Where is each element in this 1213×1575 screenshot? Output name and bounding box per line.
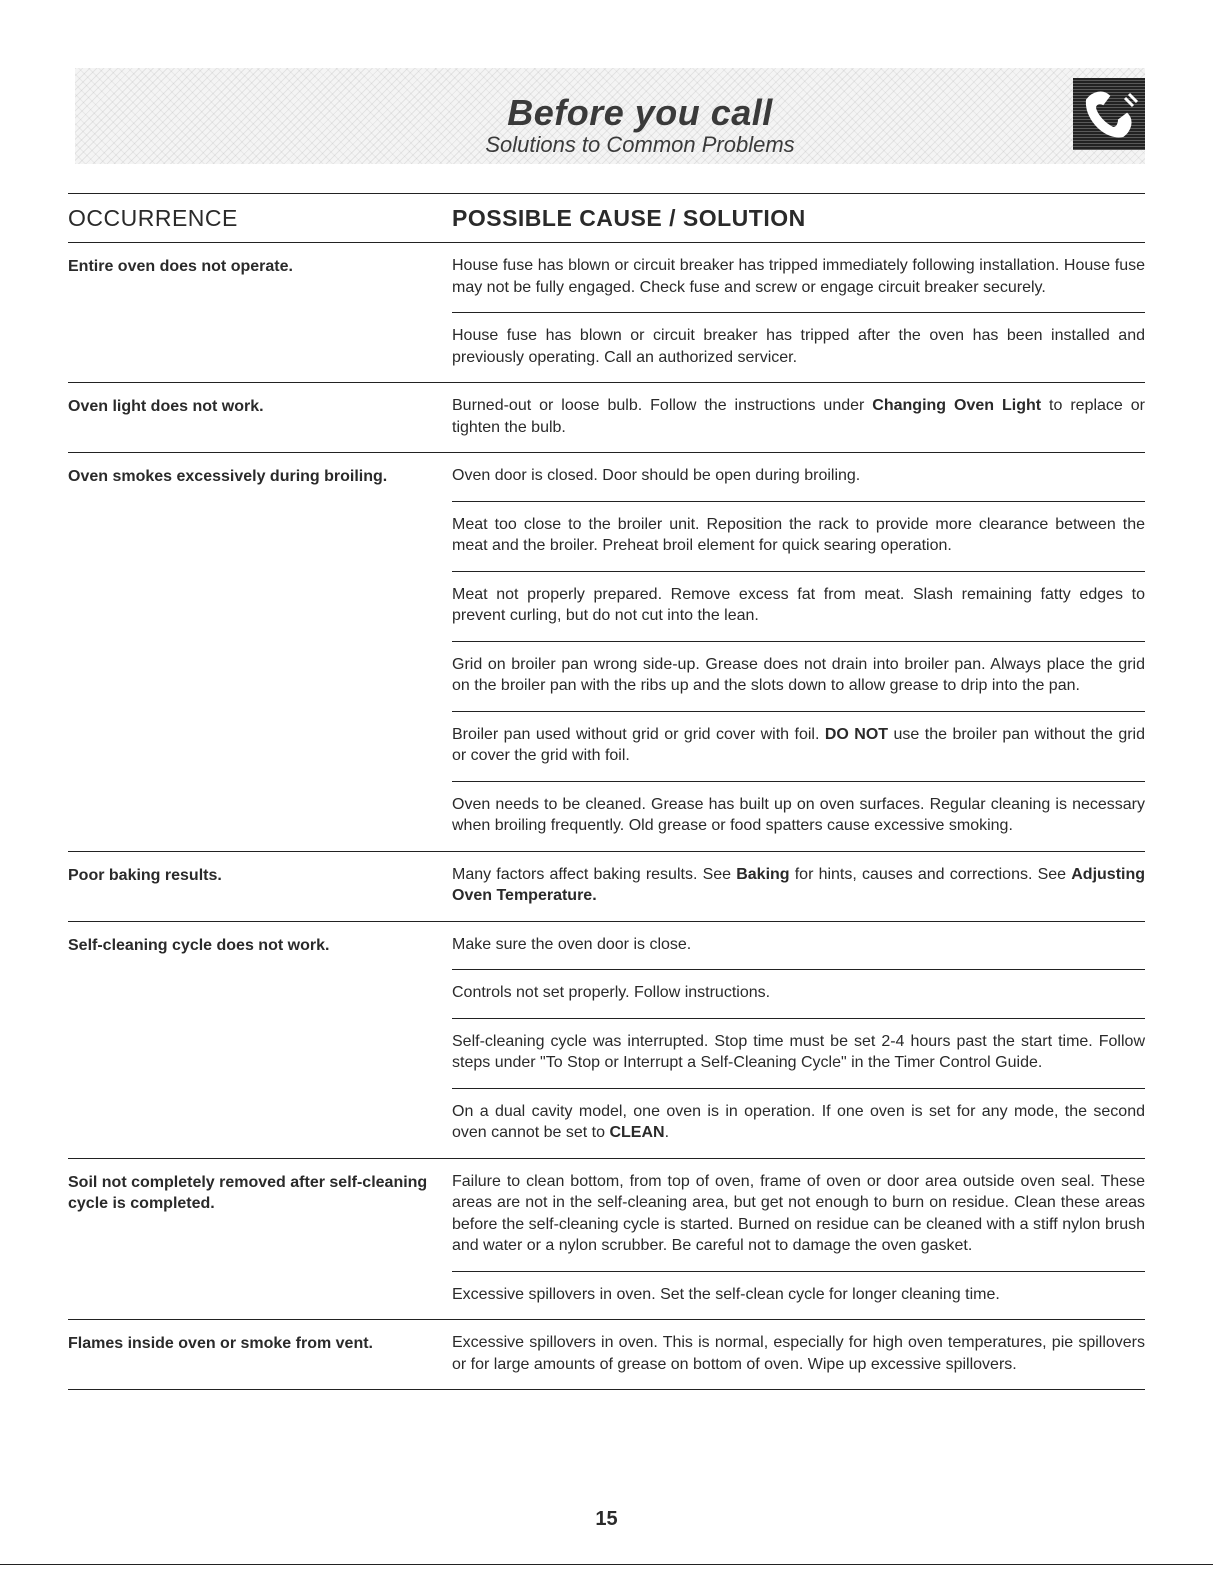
solution-cell <box>452 1320 1145 1389</box>
occurrence-cell: Oven smokes excessively during broiling. <box>68 468 388 485</box>
bottom-rule <box>0 1564 1213 1565</box>
header-occurrence: OCCURRENCE <box>68 204 238 231</box>
occurrence-cell: Self-cleaning cycle does not work. <box>68 936 330 954</box>
solution-text: Many factors affect baking results. See <box>452 865 737 883</box>
bold-reference: DO NOT <box>824 725 889 743</box>
solution-paragraph <box>452 1018 1145 1088</box>
solution-text: Excessive spillovers in oven. Set the self-clean cycle for longer cleaning time. <box>452 1285 1000 1303</box>
bold-reference: CLEAN <box>609 1124 665 1141</box>
solution-text: Meat not properly prepared. Remove excess fat from meat. Slash remaining fatty edges to prevent curling, but do not cut into the lean. <box>452 585 1145 624</box>
solution-text: Self-cleaning cycle was interrupted. Stop time must be set 2-4 hours past the start time. Follow steps under "To Stop or Interrupt a Self-Cleaning Cycle" in the Timer Control Guide. <box>452 1032 1145 1071</box>
solution-paragraph <box>452 453 1145 501</box>
occurrence-cell: Entire oven does not operate. <box>68 258 293 275</box>
bold-reference: Baking <box>736 865 790 883</box>
solution-cell <box>452 383 1145 452</box>
solution-text: Oven needs to be cleaned. Grease has built up on oven surfaces. Regular cleaning is necessary when broiling frequently. Old grease or food spatters cause excessive smoking. <box>452 795 1145 834</box>
solution-cell <box>452 922 1145 1158</box>
solution-text: On a dual cavity model, one oven is in operation. If one oven is set for any mode, the second oven cannot be set to <box>452 1102 1145 1141</box>
solution-paragraph <box>452 852 1145 921</box>
solution-text: Oven door is closed. Door should be open during broiling. <box>452 467 861 484</box>
phone-icon <box>1073 78 1145 150</box>
table-row <box>68 383 1145 453</box>
solution-cell <box>452 1159 1145 1320</box>
solution-paragraph <box>452 501 1145 571</box>
table-row <box>68 243 1145 383</box>
solution-paragraph <box>452 243 1145 312</box>
troubleshooting-table <box>68 193 1145 1390</box>
solution-text: Broiler pan used without grid or grid cover with foil. <box>452 725 825 743</box>
solution-text: . <box>664 1124 670 1141</box>
solution-text: Burned-out or loose bulb. Follow the instructions under <box>452 397 873 414</box>
bold-reference: Adjusting Oven Temperature. <box>452 865 1146 904</box>
bold-reference: Changing Oven Light <box>872 397 1042 414</box>
header-banner <box>75 68 1145 164</box>
occurrence-cell: Soil not completely removed after self-cleaning cycle is completed. <box>68 1173 428 1212</box>
table-row <box>68 922 1145 1159</box>
solution-paragraph <box>452 1159 1145 1271</box>
banner-title: Before you call <box>507 92 773 133</box>
occurrence-cell: Oven light does not work. <box>68 398 264 415</box>
solution-text: Failure to clean bottom, from top of oven, frame of oven or door area outside oven seal. These areas are not in the self-cleaning area, but get not enough to burn on residue. Clean these areas before the self-cleaning cycle is started. Burned on residue can be cleaned with a stiff nylon brush and water or a nylon scrubber. Be careful not to damage the oven gasket. <box>452 1172 1145 1254</box>
table-body <box>68 243 1145 1390</box>
solution-text: use the broiler pan without the grid or cover the grid with foil. <box>452 725 1145 764</box>
table-row <box>68 852 1145 922</box>
table-row <box>68 1159 1145 1321</box>
solution-paragraph <box>452 711 1145 781</box>
occurrence-cell: Poor baking results. <box>68 866 222 884</box>
solution-text: Meat too close to the broiler unit. Reposition the rack to provide more clearance between the meat and the broiler. Preheat broil element for quick searing operation. <box>452 515 1145 554</box>
solution-paragraph <box>452 969 1145 1018</box>
solution-text: for hints, causes and corrections. See <box>789 865 1072 883</box>
solution-paragraph <box>452 312 1145 382</box>
solution-paragraph <box>452 1088 1145 1158</box>
solution-paragraph <box>452 383 1145 452</box>
solution-text: to replace or tighten the bulb. <box>452 397 1146 436</box>
solution-paragraph <box>452 1271 1145 1320</box>
table-row <box>68 1320 1145 1390</box>
solution-cell <box>452 852 1145 921</box>
table-header <box>68 193 1145 243</box>
occurrence-cell: Flames inside oven or smoke from vent. <box>68 1335 373 1352</box>
solution-paragraph <box>452 641 1145 711</box>
page-number: 15 <box>595 1508 618 1530</box>
solution-paragraph <box>452 922 1145 970</box>
solution-paragraph <box>452 781 1145 851</box>
table-row <box>68 453 1145 852</box>
solution-text: House fuse has blown or circuit breaker has tripped after the oven has been installed and previously operating. Call an authorized servicer. <box>452 327 1145 366</box>
banner-subtitle: Solutions to Common Problems <box>485 132 795 157</box>
solution-text: Excessive spillovers in oven. This is normal, especially for high oven temperatures, pie spillovers or for large amounts of grease on bottom of oven. Wipe up excessive spillovers. <box>452 1334 1145 1373</box>
solution-text: House fuse has blown or circuit breaker has tripped immediately following installation. House fuse may not be fully engaged. Check fuse and screw or engage circuit breaker securely. <box>452 257 1145 296</box>
solution-cell <box>452 453 1145 851</box>
solution-text: Controls not set properly. Follow instructions. <box>452 984 771 1001</box>
solution-text: Grid on broiler pan wrong side-up. Grease does not drain into broiler pan. Always place the grid on the broiler pan with the ribs up and the slots down to allow grease to drip into the pan. <box>452 655 1145 694</box>
header-solution: POSSIBLE CAUSE / SOLUTION <box>452 204 806 231</box>
solution-cell <box>452 243 1145 382</box>
solution-paragraph <box>452 1320 1145 1389</box>
solution-paragraph <box>452 571 1145 641</box>
solution-text: Make sure the oven door is close. <box>452 935 692 953</box>
